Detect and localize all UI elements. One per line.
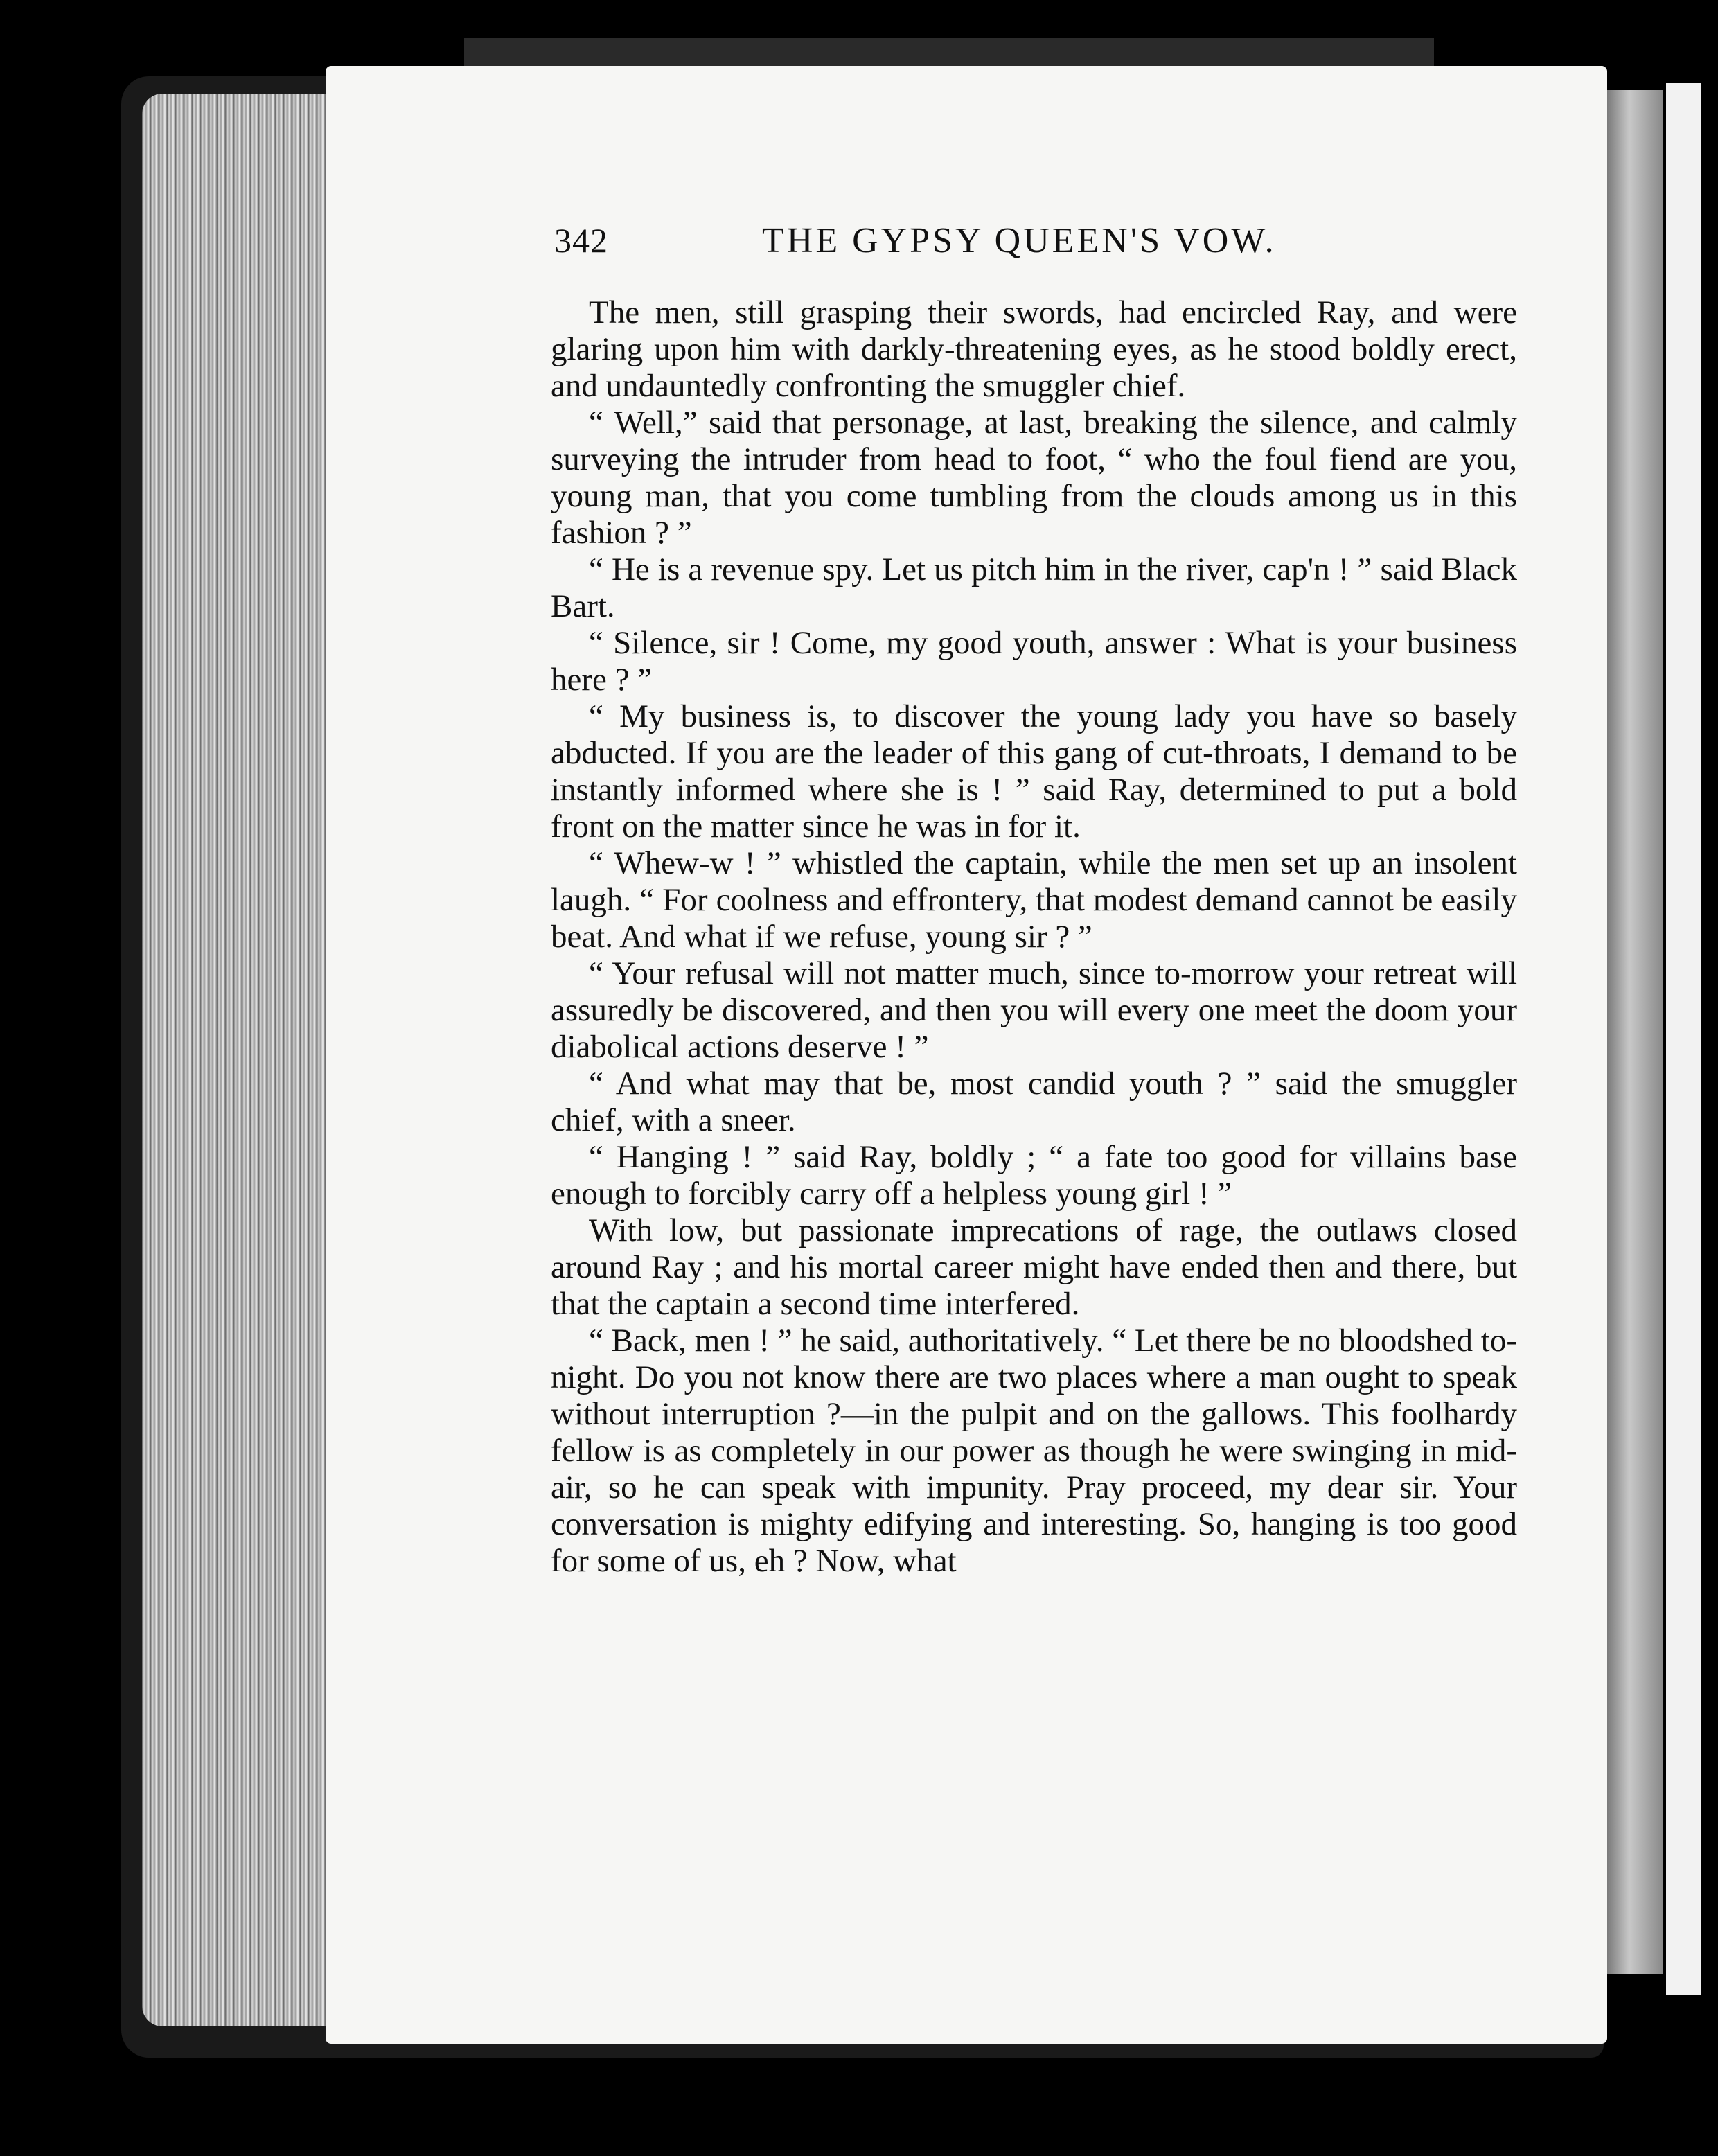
paragraph: “ Back, men ! ” he said, authoritatively. “ Let there be no bloodshed to-night. Do you not know there are two places where a man ought to speak without interruption ?—in the pulpit and on the gallows. This foolhardy fellow is as completely in our power as though he were swinging in mid-air, so he can speak with impunity. Pray proceed, my dear sir. Your conversation is mighty edifying and interesting. So, hanging is too good for some of us, eh ? Now, what <box>551 1323 1517 1579</box>
paragraph: “ Your refusal will not matter much, since to-morrow your retreat will assuredly be discovered, and then you will every one meet the doom your diabolical actions deserve ! ” <box>551 955 1517 1065</box>
paragraph: The men, still grasping their swords, had encircled Ray, and were glaring upon him with darkly-threatening eyes, as he stood boldly erect, and undauntedly confronting the smuggler chief. <box>551 294 1517 404</box>
paragraph: “ And what may that be, most candid youth ? ” said the smuggler chief, with a sneer. <box>551 1066 1517 1138</box>
page-number: 342 <box>554 221 608 260</box>
page-body <box>551 294 1517 1580</box>
paragraph: “ Hanging ! ” said Ray, boldly ; “ a fate too good for villains base enough to forcibly carry off a helpless young girl ! ” <box>551 1139 1517 1212</box>
paragraph: “ He is a revenue spy. Let us pitch him in the river, cap'n ! ” said Black Bart. <box>551 551 1517 624</box>
page-edges <box>142 94 343 2026</box>
paragraph: “ My business is, to discover the young lady you have so basely abducted. If you are the leader of this gang of cut-throats, I demand to be instantly informed where she is ! ” said Ray, determined to put a bold front on the matter since he was in for it. <box>551 698 1517 845</box>
facing-page-edge <box>1666 83 1701 1995</box>
running-title: THE GYPSY QUEEN'S VOW. <box>762 221 1277 260</box>
paragraph: “ Well,” said that personage, at last, breaking the silence, and calmly surveying the intruder from head to foot, “ who the foul fiend are you, young man, that you come tumbling from the clouds among us in this fashion ? ” <box>551 405 1517 551</box>
paragraph: With low, but passionate imprecations of rage, the outlaws closed around Ray ; and his mortal career might have ended then and there, but that the captain a second time interfered. <box>551 1212 1517 1322</box>
gutter-shadow <box>1607 90 1663 1974</box>
page-header <box>554 220 1510 269</box>
paragraph: “ Silence, sir ! Come, my good youth, answer : What is your business here ? ” <box>551 625 1517 698</box>
paragraph: “ Whew-w ! ” whistled the captain, while the men set up an insolent laugh. “ For coolness and effrontery, that modest demand cannot be easily beat. And what if we refuse, young sir ? ” <box>551 845 1517 955</box>
